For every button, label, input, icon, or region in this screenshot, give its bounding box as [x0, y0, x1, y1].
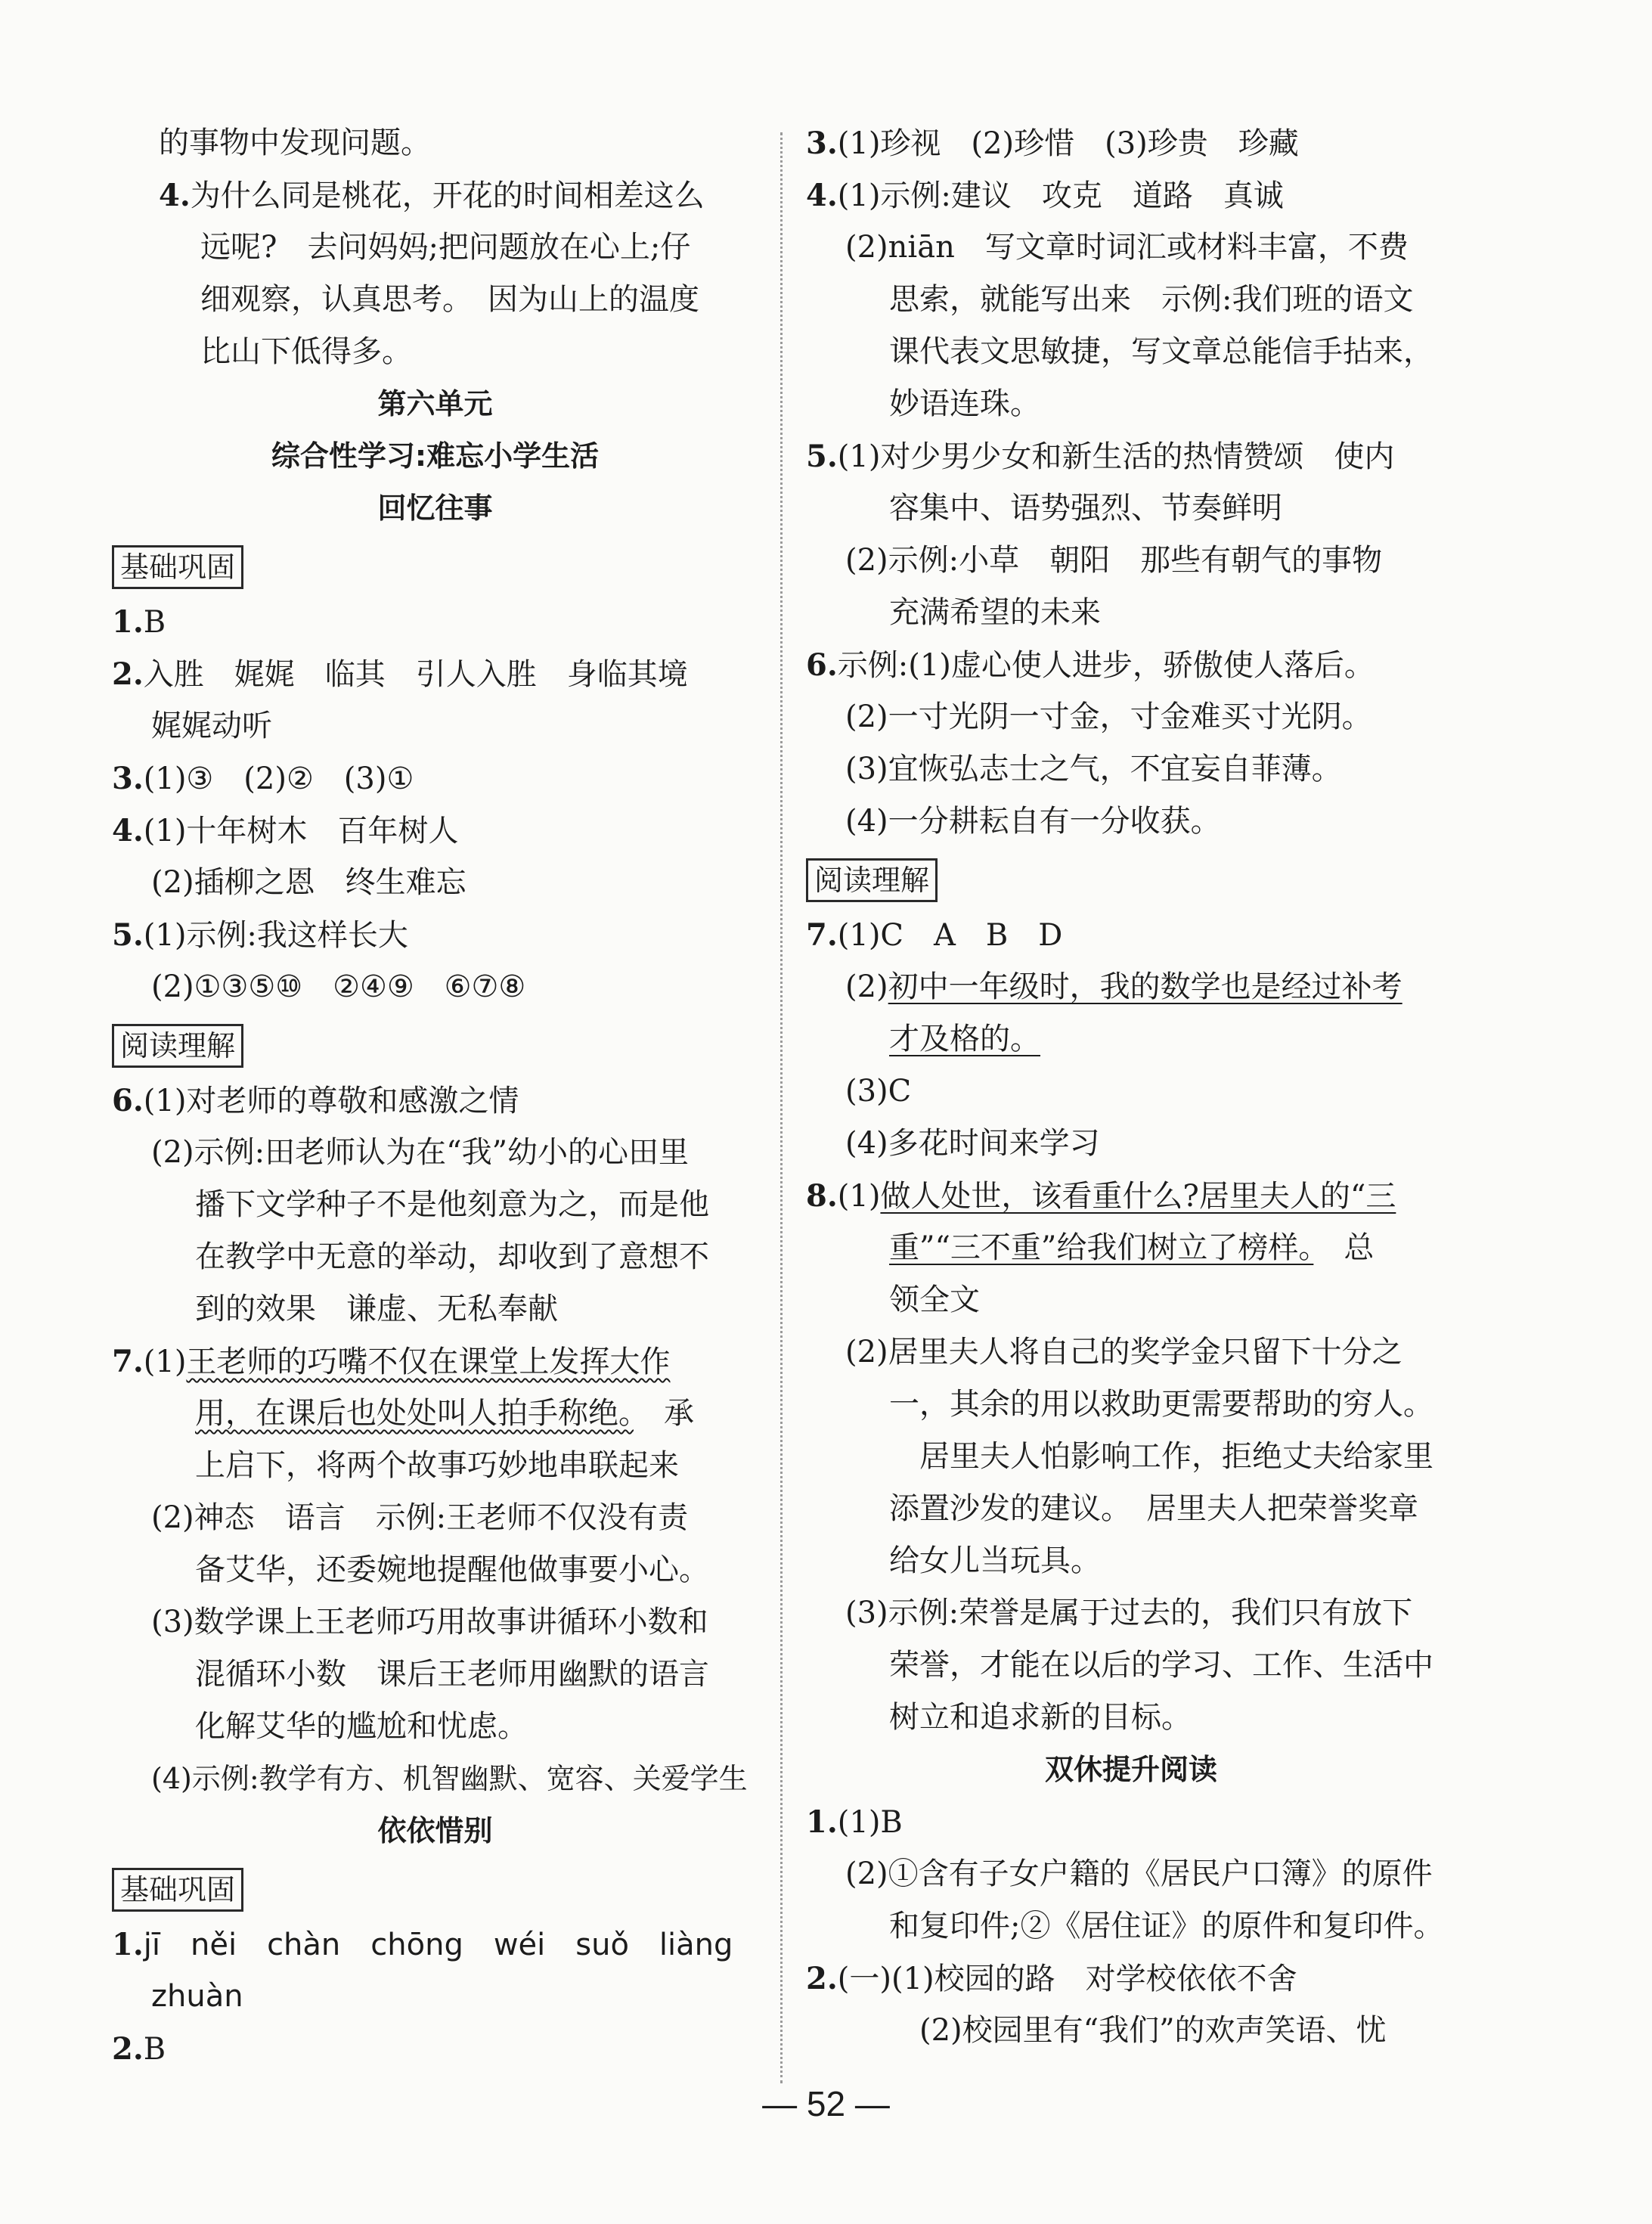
answer-7: 7.(1)C A B D [806, 917, 1063, 953]
text-line: 容集中、语势强烈、节奏鲜明 [889, 491, 1282, 526]
answer-7: 7.(1)王老师的巧嘴不仅在课堂上发挥大作 [112, 1344, 671, 1379]
text-line: 的事物中发现问题。 [159, 126, 431, 160]
text-line: (3)示例:荣誉是属于过去的，我们只有放下 [845, 1596, 1413, 1630]
section-heading: 双休提升阅读 [1044, 1753, 1217, 1786]
text-line: 在教学中无意的举动，却收到了意想不 [195, 1239, 709, 1274]
text-line: 用，在课后也处处叫人拍手称绝。 承 [195, 1396, 694, 1431]
text-line: (3)宜恢弘志士之气，不宜妄自菲薄。 [845, 752, 1342, 786]
answer-1: 1.(1)B [806, 1804, 903, 1840]
answer-1: 1.jī něi chàn chōng wéi suǒ liàng [112, 1927, 733, 1962]
text-line: (4)示例:教学有方、机智幽默、宽容、关爱学生 [151, 1762, 748, 1795]
text-line: 比山下低得多。 [200, 334, 412, 369]
answer-4: 4.(1)示例:建议 攻克 道路 真诚 [806, 178, 1284, 213]
answer-5: 5.(1)示例:我这样长大 [112, 917, 408, 953]
text-line: zhuàn [151, 1979, 243, 2014]
text-line: (2)一寸光阴一寸金，寸金难买寸光阴。 [845, 699, 1372, 734]
underlined-text: 初中一年级时，我的数学也是经过补考 [888, 969, 1402, 1004]
text-line: 思索，就能写出来 示例:我们班的语文 [889, 282, 1414, 317]
text-line: (2)niān 写文章时词汇或材料丰富，不费 [845, 230, 1409, 265]
text-line: (2)插柳之恩 终生难忘 [151, 865, 466, 900]
text-line: 到的效果 谦虚、无私奉献 [195, 1292, 558, 1326]
text-line: (2)①③⑤⑩ ②④⑨ ⑥⑦⑧ [151, 969, 526, 1004]
text-line: 充满希望的未来 [889, 595, 1101, 630]
answer-2: 2.B [112, 2031, 166, 2067]
text-line [806, 1013, 1456, 1065]
underlined-text: 才及格的。 [889, 1022, 1040, 1056]
text-line: 荣誉，才能在以后的学习、工作、生活中 [889, 1648, 1433, 1683]
text-line: 和复印件;②《居住证》的原件和复印件。 [889, 1909, 1444, 1943]
right-column [806, 117, 1456, 2057]
section-label: 基础巩固 [112, 539, 758, 591]
answer-5: 5.(1)对少男少女和新生活的热情赞颂 使内 [806, 439, 1395, 474]
answer-1: 1.B [112, 604, 166, 640]
answer-2: 2.(一)(1)校园的路 对学校依依不舍 [806, 1961, 1297, 1996]
question-4: 4.为什么同是桃花，开花的时间相差这么 [159, 178, 705, 213]
text-line: 一，其余的用以救助更需要帮助的穷人。 [889, 1387, 1433, 1422]
wavy-underlined-text: 王老师的巧嘴不仅在课堂上发挥大作 [186, 1345, 671, 1379]
text-line: 给女儿当玩具。 [889, 1543, 1101, 1578]
text-line: 课代表文思敏捷，写文章总能信手拈来， [889, 334, 1433, 369]
answer-6: 6.(1)对老师的尊敬和感激之情 [112, 1083, 519, 1118]
text-line: (2)示例:田老师认为在“我”幼小的心田里 [151, 1135, 690, 1170]
text-line: (3)数学课上王老师巧用故事讲循环小数和 [151, 1605, 708, 1639]
text-line: (2)①含有子女户籍的《居民户口簿》的原件 [845, 1856, 1433, 1891]
wavy-underlined-text: 用，在课后也处处叫人拍手称绝。 [195, 1396, 634, 1431]
text-line: 妙语连珠。 [889, 386, 1040, 421]
section-heading: 综合性学习:难忘小学生活 [271, 439, 600, 473]
lesson-heading: 回忆往事 [377, 492, 493, 525]
text-line: (2)初中一年级时，我的数学也是经过补考 [845, 969, 1402, 1004]
text-line: 细观察，认真思考。 因为山上的温度 [200, 282, 699, 317]
text-line: 备艾华，还委婉地提醒他做事要小心。 [195, 1552, 709, 1587]
text-line: (4)一分耕耘自有一分收获。 [845, 804, 1221, 839]
section-label: 基础巩固 [112, 1862, 758, 1914]
text-line: 化解艾华的尴尬和忧虑。 [195, 1709, 528, 1744]
section-label: 阅读理解 [806, 852, 1456, 904]
text-line: (2)神态 语言 示例:王老师不仅没有责 [151, 1500, 689, 1535]
lesson-heading: 依依惜别 [377, 1814, 493, 1847]
text-line: 重”“三不重”给我们树立了榜样。 总 [889, 1230, 1375, 1265]
text-line: 远呢? 去问妈妈;把问题放在心上;仔 [200, 230, 691, 265]
text-line: 添置沙发的建议。 居里夫人把荣誉奖章 [889, 1491, 1418, 1526]
answer-4: 4.(1)十年树木 百年树人 [112, 813, 459, 848]
answer-8: 8.(1)做人处世，该看重什么?居里夫人的“三 [806, 1178, 1396, 1214]
text-line: (3)C [845, 1074, 912, 1109]
text-line: (4)多花时间来学习 [845, 1126, 1100, 1161]
answer-3: 3.(1)珍视 (2)珍惜 (3)珍贵 珍藏 [806, 126, 1299, 161]
answer-6: 6.示例:(1)虚心使人进步，骄傲使人落后。 [806, 647, 1375, 683]
underlined-text: 做人处世，该看重什么?居里夫人的“三 [880, 1179, 1396, 1214]
answer-2: 2.入胜 娓娓 临其 引人入胜 身临其境 [112, 656, 688, 692]
left-column [112, 117, 758, 2075]
answer-3: 3.(1)③ (2)② (3)① [112, 761, 414, 796]
text-line: 播下文学种子不是他刻意为之，而是他 [195, 1187, 709, 1222]
text-line: (2)示例:小草 朝阳 那些有朝气的事物 [845, 543, 1383, 578]
column-divider [780, 132, 783, 2083]
text-line: 上启下，将两个故事巧妙地串联起来 [195, 1448, 679, 1483]
text-line: 混循环小数 课后王老师用幽默的语言 [195, 1657, 709, 1692]
text-line: 娓娓动听 [151, 709, 272, 743]
text-line: 领全文 [889, 1283, 980, 1317]
text-line: 居里夫人怕影响工作，拒绝丈夫给家里 [889, 1439, 1433, 1474]
section-label: 阅读理解 [112, 1018, 758, 1070]
unit-heading: 第六单元 [377, 387, 493, 420]
text-line: 树立和追求新的目标。 [889, 1700, 1192, 1735]
underlined-text: 重”“三不重”给我们树立了榜样。 [889, 1230, 1314, 1265]
page-number: — 52 — [762, 2084, 890, 2123]
text-line: (2)居里夫人将自己的奖学金只留下十分之 [845, 1335, 1402, 1369]
text-line: (2)校园里有“我们”的欢声笑语、忧 [889, 2013, 1387, 2048]
